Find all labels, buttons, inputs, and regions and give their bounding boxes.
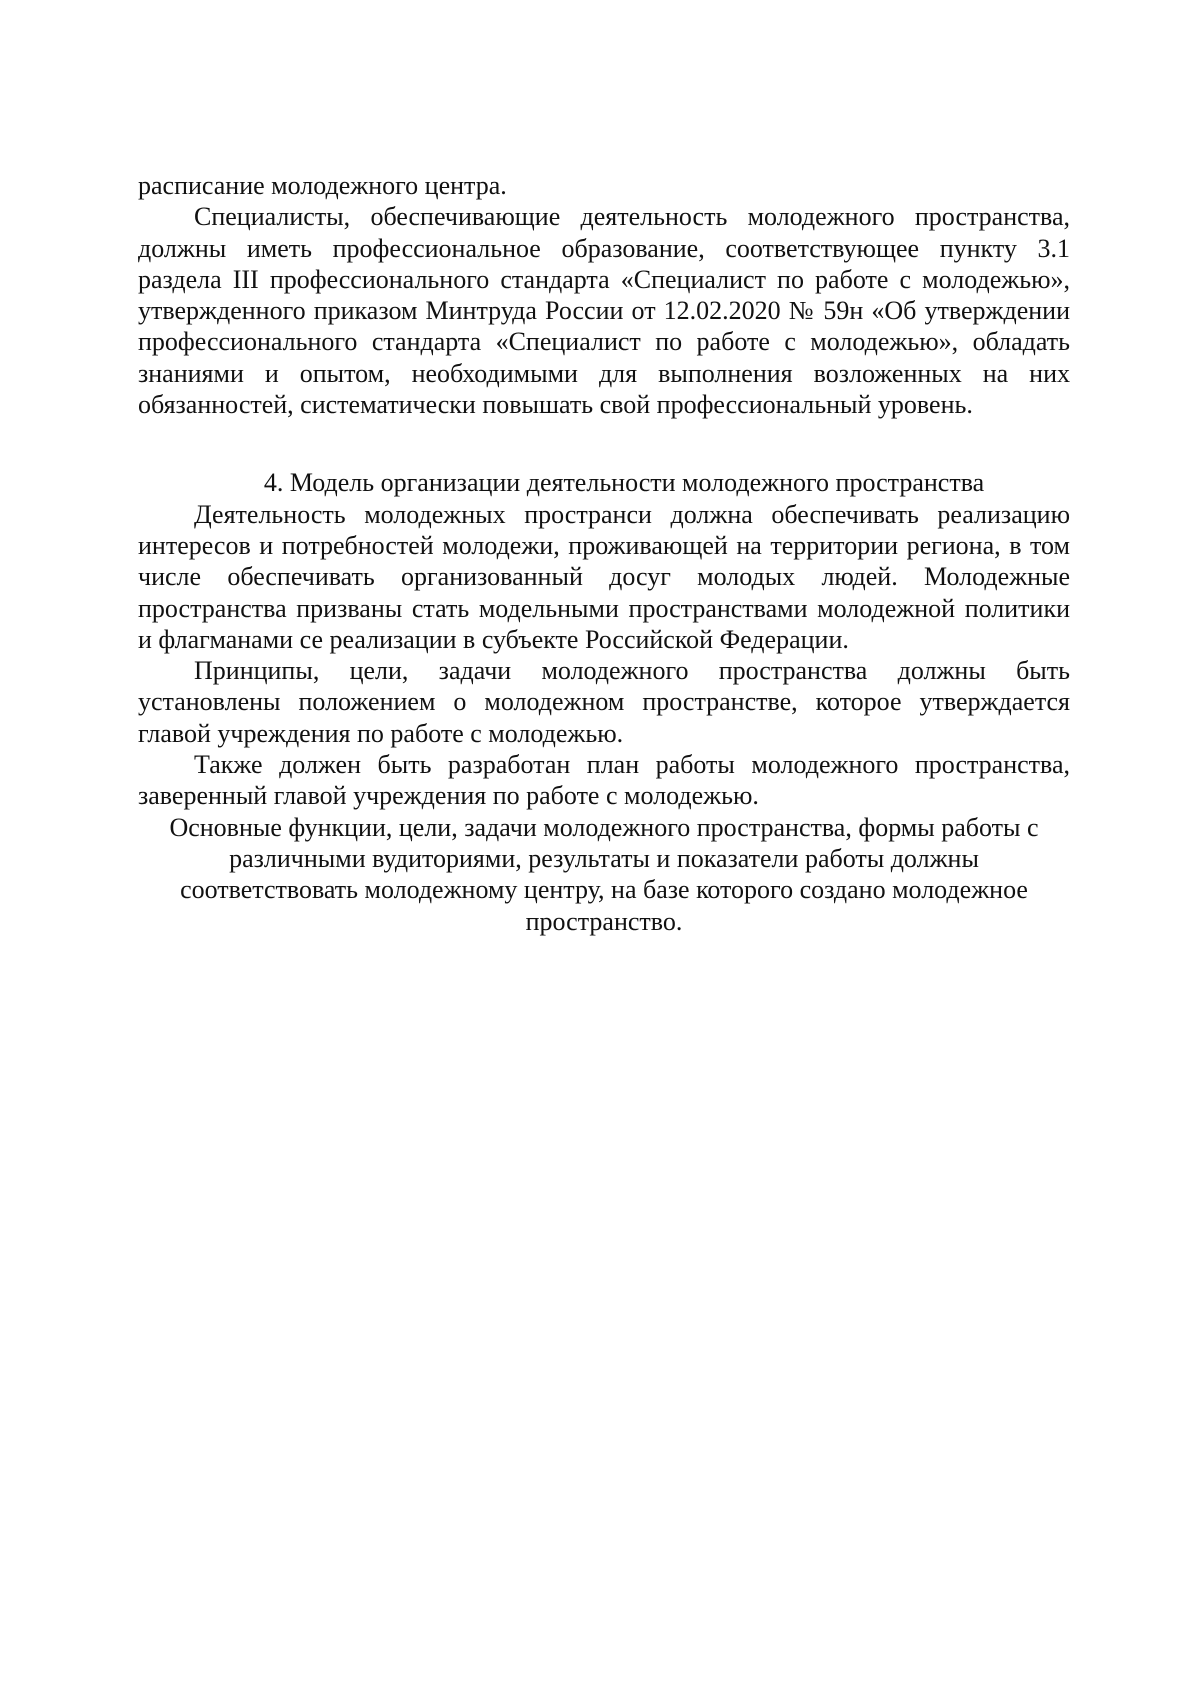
paragraph-specialists: Специалисты, обеспечивающие деятельность молодежного пространства, должны иметь профессиональное образование, соответствующее пункту 3.1 раздела III профессионального стандарта «Специалист по работе с молодежью», утвержденного приказом Минтруда России от 12.02.2020 № 59н «Об утверждении профессионального стандарта «Специалист по работе с молодежью», обладать знаниями и опытом, необходимыми для выполнения возложенных на них обязанностей, систематически повышать свой профессиональный уровень.	[138, 202, 1070, 420]
paragraph-functions: Основные функции, цели, задачи молодежного пространства, формы работы с различными вудиториями, результаты и показатели работы должны соответствовать молодежному центру, на базе которого создано молодежное пространство.	[169, 812, 1039, 936]
paragraph-plan: Также должен быть разработан план работы молодежного пространства, заверенный главой учреждения по работе с молодежью.	[138, 750, 1070, 811]
paragraph-principles: Принципы, цели, задачи молодежного пространства должны быть установлены положением о молодежном пространстве, которое утверждается главой учреждения по работе с молодежью.	[138, 656, 1070, 748]
continuation-line: расписание молодежного центра.	[138, 171, 507, 200]
paragraph-activity: Деятельность молодежных пространси должна обеспечивать реализацию интересов и потребностей молодежи, проживающей на территории региона, в том числе обеспечивать организованный досуг молодых людей. Молодежные пространства призваны стать модельными пространствами молодежной политики и флагманами се реализации в субъекте Российской Федерации.	[138, 499, 1070, 654]
section-heading: 4. Модель организации деятельности молодежного пространства	[263, 468, 985, 498]
document-body	[138, 170, 1070, 937]
